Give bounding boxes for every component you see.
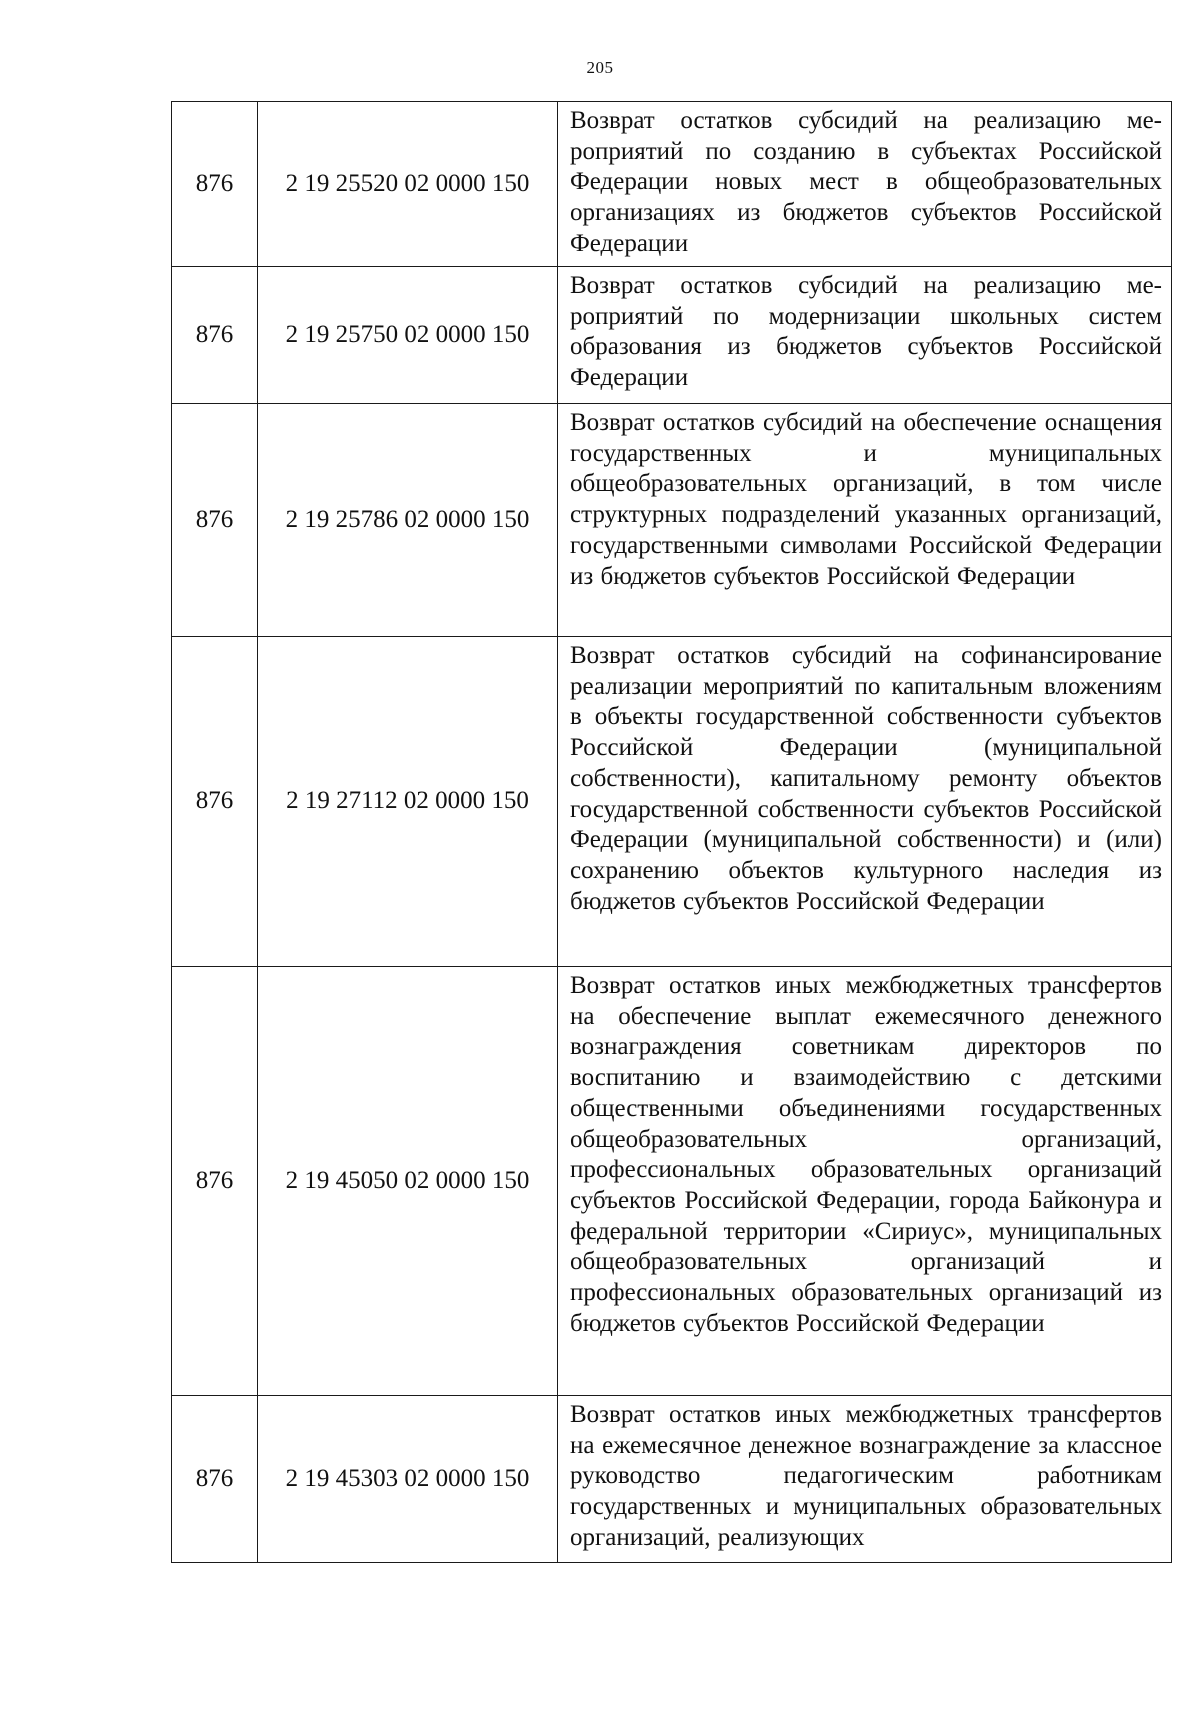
description-cell: Возврат остатков субсидий на софинансирование реализации мероприятий по капитальным вложениям в объекты государственной собственности субъектов Российской Федерации (муниципальной собственности), капитальному ремонту объектов государственной собственности субъектов Российской Федерации (муниципальной собственности) и (или) сохранению объектов культурного наследия из бюджетов субъектов Российской Федерации xyxy=(558,637,1172,967)
description-cell: Возврат остатков субсидий на реализацию мероприятий по модернизации школьных систем образования из бюджетов субъектов Российской Федерации xyxy=(558,267,1172,404)
description-cell: Возврат остатков иных межбюджетных трансфертов на обеспечение выплат ежемесячного денежного вознаграждения советникам директоров по воспитанию и взаимодействию с детскими общественными объединениями государственных общеобразовательных организаций, профессиональных образовательных организаций субъектов Российской Федерации, города Байконура и федеральной территории «Сириус», муниципальных общеобразовательных организаций и профессиональных образовательных организаций из бюджетов субъектов Российской Федерации xyxy=(558,967,1172,1396)
description-cell: Возврат остатков субсидий на реализацию мероприятий по созданию в субъектах Российской Федерации новых мест в общеобразовательных организациях из бюджетов субъектов Российской Федерации xyxy=(558,102,1172,267)
budget-codes-table xyxy=(171,101,1172,1563)
description-cell: Возврат остатков иных межбюджетных трансфертов на ежемесячное денежное вознаграждение за классное руководство педагогическим работникам государственных и муниципальных образовательных организаций, реализующих xyxy=(558,1396,1172,1563)
table-row xyxy=(172,967,1172,1396)
admin-code-cell: 876 xyxy=(172,1396,258,1563)
budget-code-cell: 2 19 25750 02 0000 150 xyxy=(258,267,558,404)
budget-code-cell: 2 19 45050 02 0000 150 xyxy=(258,967,558,1396)
budget-code-cell: 2 19 27112 02 0000 150 xyxy=(258,637,558,967)
description-cell: Возврат остатков субсидий на обеспечение оснащения государственных и муниципальных общеобразовательных организаций, в том числе структурных подразделений указанных организаций, государственными символами Российской Федерации из бюджетов субъектов Российской Федерации xyxy=(558,404,1172,637)
table-row xyxy=(172,637,1172,967)
admin-code-cell: 876 xyxy=(172,404,258,637)
table-row xyxy=(172,102,1172,267)
admin-code-cell: 876 xyxy=(172,102,258,267)
table-row xyxy=(172,267,1172,404)
budget-code-cell: 2 19 25520 02 0000 150 xyxy=(258,102,558,267)
table-row xyxy=(172,1396,1172,1563)
admin-code-cell: 876 xyxy=(172,267,258,404)
page-number: 205 xyxy=(586,58,614,77)
budget-code-cell: 2 19 45303 02 0000 150 xyxy=(258,1396,558,1563)
admin-code-cell: 876 xyxy=(172,637,258,967)
admin-code-cell: 876 xyxy=(172,967,258,1396)
table-row xyxy=(172,404,1172,637)
budget-code-cell: 2 19 25786 02 0000 150 xyxy=(258,404,558,637)
